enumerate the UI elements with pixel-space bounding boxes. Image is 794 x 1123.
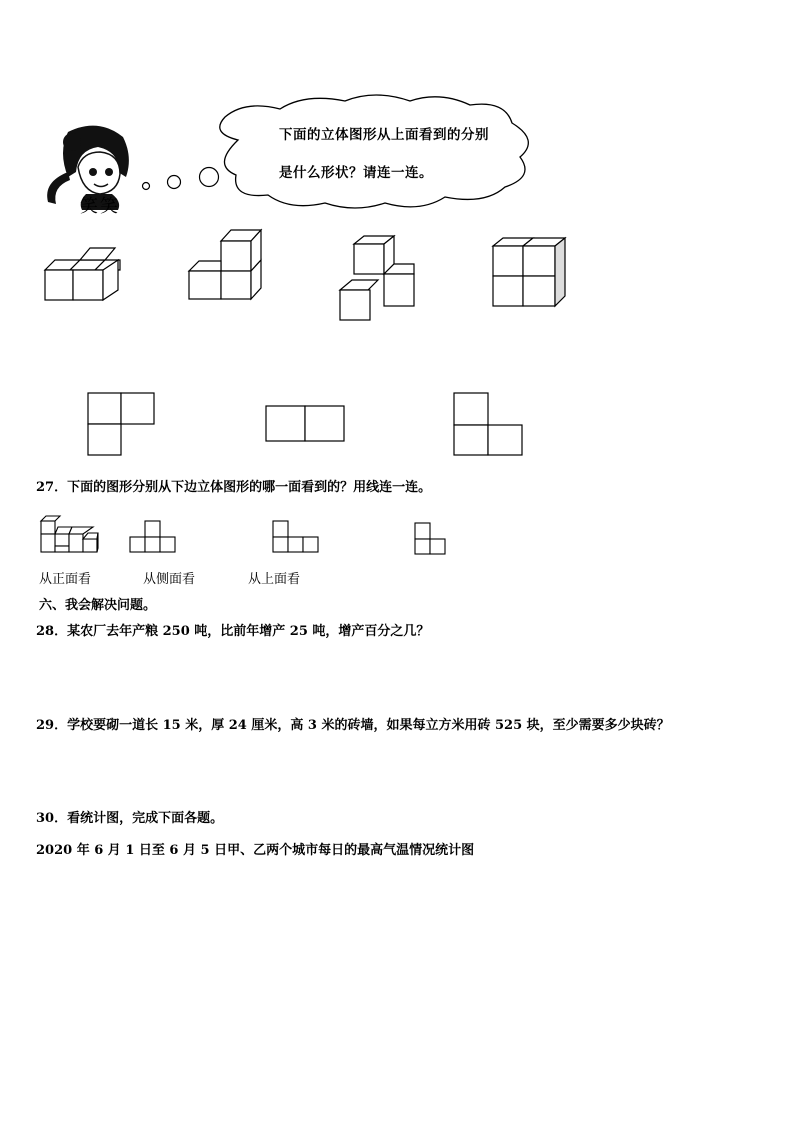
question-28-text: 28．某农厂去年产粮 250 吨，比前年增产 25 吨，增产百分之几？ — [36, 624, 430, 639]
q27-label-front: 从正面看 — [39, 572, 92, 587]
q27-label-side: 从侧面看 — [143, 572, 196, 587]
view-shape-a — [86, 391, 166, 461]
thought-bubble — [140, 95, 520, 215]
bubble-line-2: 是什么形状？请连一连。 — [279, 165, 433, 181]
chart-title: 2020 年 6 月 1 日至 6 月 5 日甲、乙两个城市每日的最高气温情况统计图 — [36, 843, 475, 858]
q27-view-1 — [127, 518, 187, 558]
bubble-line-1: 下面的立体图形从上面看到的分别 — [279, 127, 489, 143]
q27-view-2 — [270, 518, 330, 558]
view-shape-c — [452, 391, 532, 461]
character-caption: 笑笑 — [80, 196, 120, 217]
section-6-heading: 六、我会解决问题。 — [39, 598, 157, 613]
q27-view-3 — [412, 518, 452, 563]
solid-figure-3 — [338, 232, 428, 327]
question-27-text: 27．下面的图形分别从下边立体图形的哪一面看到的？用线连一连。 — [36, 480, 432, 495]
solid-figure-2 — [185, 226, 275, 306]
q27-label-top: 从上面看 — [248, 572, 301, 587]
question-29-text: 29．学校要砌一道长 15 米，厚 24 厘米，高 3 米的砖墙，如果每立方米用砖 525 块，至少需要多少块砖？ — [36, 718, 670, 733]
q27-solid — [38, 513, 108, 558]
solid-figure-1 — [40, 244, 130, 314]
view-shape-b — [264, 404, 354, 444]
question-30-text: 30．看统计图，完成下面各题。 — [36, 811, 224, 826]
solid-figure-4 — [490, 232, 580, 317]
